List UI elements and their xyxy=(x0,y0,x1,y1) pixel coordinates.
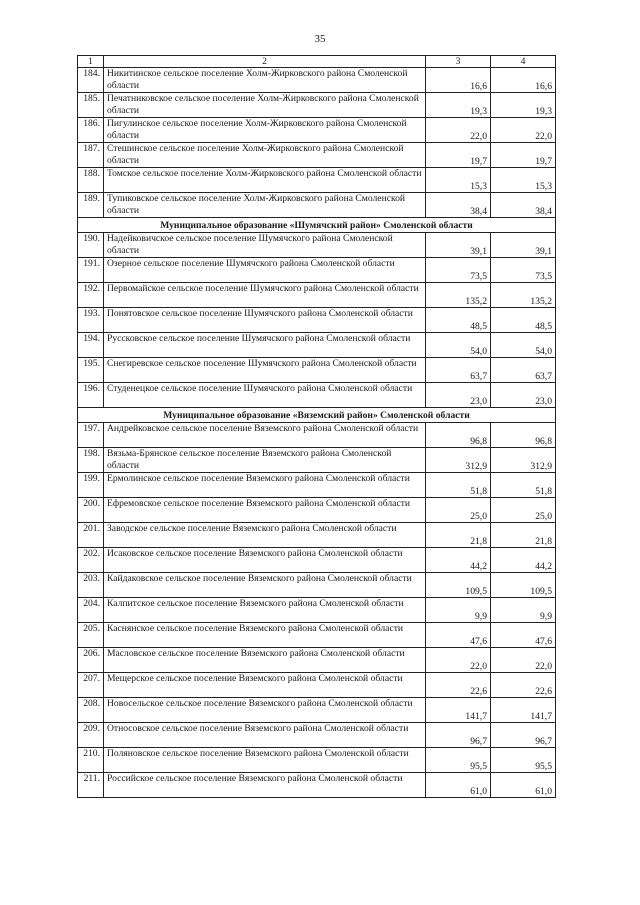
value-col-4: 19,3 xyxy=(491,93,556,118)
value-col-4: 109,5 xyxy=(491,573,556,598)
value-col-4: 73,5 xyxy=(491,258,556,283)
row-number: 197. xyxy=(78,423,104,448)
settlement-name: Новосельское сельское поселение Вяземского района Смоленской области xyxy=(104,698,426,723)
table-row xyxy=(78,548,556,573)
settlement-name: Андрейковское сельское поселение Вяземского района Смоленской области xyxy=(104,423,426,448)
value-col-3: 47,6 xyxy=(426,623,491,648)
value-col-3: 54,0 xyxy=(426,333,491,358)
value-col-4: 25,0 xyxy=(491,498,556,523)
value-col-4: 96,7 xyxy=(491,723,556,748)
table-row xyxy=(78,723,556,748)
value-col-3: 109,5 xyxy=(426,573,491,598)
value-col-4: 22,0 xyxy=(491,118,556,143)
settlement-name: Мещерское сельское поселение Вяземского района Смоленской области xyxy=(104,673,426,698)
value-col-4: 22,6 xyxy=(491,673,556,698)
settlement-name: Снегиревское сельское поселение Шумячского района Смоленской области xyxy=(104,358,426,383)
value-col-3: 96,7 xyxy=(426,723,491,748)
row-number: 190. xyxy=(78,233,104,258)
column-header-row xyxy=(78,56,556,68)
value-col-3: 19,3 xyxy=(426,93,491,118)
row-number: 189. xyxy=(78,193,104,218)
table-row xyxy=(78,748,556,773)
table-row xyxy=(78,648,556,673)
value-col-4: 39,1 xyxy=(491,233,556,258)
value-col-3: 312,9 xyxy=(426,448,491,473)
value-col-3: 22,0 xyxy=(426,648,491,673)
value-col-4: 312,9 xyxy=(491,448,556,473)
settlement-name: Печатниковское сельское поселение Холм-Жирковского района Смоленской области xyxy=(104,93,426,118)
table-row xyxy=(78,673,556,698)
page-number: 35 xyxy=(314,33,326,45)
value-col-4: 141,7 xyxy=(491,698,556,723)
value-col-3: 96,8 xyxy=(426,423,491,448)
value-col-4: 54,0 xyxy=(491,333,556,358)
section-heading: Муниципальное образование «Вяземский район» Смоленской области xyxy=(78,408,556,423)
row-number: 207. xyxy=(78,673,104,698)
value-col-3: 22,6 xyxy=(426,673,491,698)
row-number: 211. xyxy=(78,773,104,798)
table-row xyxy=(78,143,556,168)
value-col-4: 16,6 xyxy=(491,68,556,93)
value-col-4: 63,7 xyxy=(491,358,556,383)
value-col-3: 51,8 xyxy=(426,473,491,498)
table-row xyxy=(78,233,556,258)
value-col-3: 22,0 xyxy=(426,118,491,143)
row-number: 205. xyxy=(78,623,104,648)
settlement-name: Вязьма-Брянское сельское поселение Вяземского района Смоленской области xyxy=(104,448,426,473)
row-number: 195. xyxy=(78,358,104,383)
table-row xyxy=(78,423,556,448)
settlement-name: Первомайское сельское поселение Шумячского района Смоленской области xyxy=(104,283,426,308)
table-row xyxy=(78,523,556,548)
table-row xyxy=(78,193,556,218)
table-row xyxy=(78,333,556,358)
value-col-3: 25,0 xyxy=(426,498,491,523)
value-col-3: 19,7 xyxy=(426,143,491,168)
table-row xyxy=(78,118,556,143)
settlement-name: Относовское сельское поселение Вяземского района Смоленской области xyxy=(104,723,426,748)
table-row xyxy=(78,698,556,723)
row-number: 184. xyxy=(78,68,104,93)
value-col-4: 96,8 xyxy=(491,423,556,448)
value-col-3: 63,7 xyxy=(426,358,491,383)
settlement-name: Заводское сельское поселение Вяземского района Смоленской области xyxy=(104,523,426,548)
row-number: 194. xyxy=(78,333,104,358)
settlement-name: Пигулинское сельское поселение Холм-Жирковского района Смоленской области xyxy=(104,118,426,143)
table-row xyxy=(78,93,556,118)
row-number: 188. xyxy=(78,168,104,193)
value-col-3: 9,9 xyxy=(426,598,491,623)
value-col-3: 21,8 xyxy=(426,523,491,548)
value-col-4: 15,3 xyxy=(491,168,556,193)
table-row xyxy=(78,473,556,498)
table-row xyxy=(78,383,556,408)
settlement-name: Томское сельское поселение Холм-Жирковского района Смоленской области xyxy=(104,168,426,193)
row-number: 201. xyxy=(78,523,104,548)
value-col-3: 23,0 xyxy=(426,383,491,408)
value-col-3: 15,3 xyxy=(426,168,491,193)
row-number: 210. xyxy=(78,748,104,773)
value-col-4: 23,0 xyxy=(491,383,556,408)
row-number: 202. xyxy=(78,548,104,573)
table-row xyxy=(78,358,556,383)
value-col-4: 48,5 xyxy=(491,308,556,333)
row-number: 203. xyxy=(78,573,104,598)
value-col-3: 39,1 xyxy=(426,233,491,258)
settlement-name: Калпитское сельское поселение Вяземского района Смоленской области xyxy=(104,598,426,623)
value-col-4: 22,0 xyxy=(491,648,556,673)
settlement-name: Надейковичское сельское поселение Шумячского района Смоленской области xyxy=(104,233,426,258)
value-col-4: 19,7 xyxy=(491,143,556,168)
table-row xyxy=(78,623,556,648)
table-row xyxy=(78,498,556,523)
column-header-1: 1 xyxy=(78,56,104,68)
settlement-name: Понятовское сельское поселение Шумячского района Смоленской области xyxy=(104,308,426,333)
table-row xyxy=(78,573,556,598)
value-col-3: 141,7 xyxy=(426,698,491,723)
value-col-3: 73,5 xyxy=(426,258,491,283)
settlement-name: Масловское сельское поселение Вяземского района Смоленской области xyxy=(104,648,426,673)
settlement-name: Тупиковское сельское поселение Холм-Жирковского района Смоленской области xyxy=(104,193,426,218)
table-row xyxy=(78,448,556,473)
row-number: 200. xyxy=(78,498,104,523)
row-number: 191. xyxy=(78,258,104,283)
settlement-name: Руссковское сельское поселение Шумячского района Смоленской области xyxy=(104,333,426,358)
value-col-3: 135,2 xyxy=(426,283,491,308)
value-col-3: 48,5 xyxy=(426,308,491,333)
value-col-4: 44,2 xyxy=(491,548,556,573)
row-number: 209. xyxy=(78,723,104,748)
table-row xyxy=(78,168,556,193)
value-col-3: 44,2 xyxy=(426,548,491,573)
value-col-4: 21,8 xyxy=(491,523,556,548)
table-row xyxy=(78,308,556,333)
column-header-3: 3 xyxy=(426,56,491,68)
value-col-4: 61,0 xyxy=(491,773,556,798)
table-row xyxy=(78,598,556,623)
row-number: 192. xyxy=(78,283,104,308)
settlement-name: Поляновское сельское поселение Вяземского района Смоленской области xyxy=(104,748,426,773)
row-number: 204. xyxy=(78,598,104,623)
settlement-name: Студенецкое сельское поселение Шумячского района Смоленской области xyxy=(104,383,426,408)
settlement-name: Ефремовское сельское поселение Вяземского района Смоленской области xyxy=(104,498,426,523)
value-col-3: 16,6 xyxy=(426,68,491,93)
table-row xyxy=(78,283,556,308)
row-number: 187. xyxy=(78,143,104,168)
settlement-name: Исаковское сельское поселение Вяземского района Смоленской области xyxy=(104,548,426,573)
settlements-table xyxy=(77,55,556,798)
row-number: 186. xyxy=(78,118,104,143)
section-heading-row xyxy=(78,408,556,423)
row-number: 185. xyxy=(78,93,104,118)
table-row xyxy=(78,258,556,283)
settlement-name: Озерное сельское поселение Шумячского района Смоленской области xyxy=(104,258,426,283)
value-col-3: 38,4 xyxy=(426,193,491,218)
table-body xyxy=(78,56,556,798)
settlement-name: Кайдаковское сельское поселение Вяземского района Смоленской области xyxy=(104,573,426,598)
row-number: 199. xyxy=(78,473,104,498)
row-number: 198. xyxy=(78,448,104,473)
settlement-name: Никитинское сельское поселение Холм-Жирковского района Смоленской области xyxy=(104,68,426,93)
value-col-4: 9,9 xyxy=(491,598,556,623)
settlement-name: Ермолинское сельское поселение Вяземского района Смоленской области xyxy=(104,473,426,498)
value-col-4: 95,5 xyxy=(491,748,556,773)
row-number: 193. xyxy=(78,308,104,333)
value-col-3: 61,0 xyxy=(426,773,491,798)
section-heading-row xyxy=(78,218,556,233)
row-number: 196. xyxy=(78,383,104,408)
row-number: 208. xyxy=(78,698,104,723)
settlement-name: Стешинское сельское поселение Холм-Жирковского района Смоленской области xyxy=(104,143,426,168)
section-heading: Муниципальное образование «Шумячский район» Смоленской области xyxy=(78,218,556,233)
table-row xyxy=(78,68,556,93)
table-row xyxy=(78,773,556,798)
value-col-4: 47,6 xyxy=(491,623,556,648)
value-col-4: 135,2 xyxy=(491,283,556,308)
settlement-name: Российское сельское поселение Вяземского района Смоленской области xyxy=(104,773,426,798)
settlement-name: Каснянское сельское поселение Вяземского района Смоленской области xyxy=(104,623,426,648)
column-header-4: 4 xyxy=(491,56,556,68)
value-col-3: 95,5 xyxy=(426,748,491,773)
column-header-2: 2 xyxy=(104,56,426,68)
value-col-4: 38,4 xyxy=(491,193,556,218)
value-col-4: 51,8 xyxy=(491,473,556,498)
row-number: 206. xyxy=(78,648,104,673)
